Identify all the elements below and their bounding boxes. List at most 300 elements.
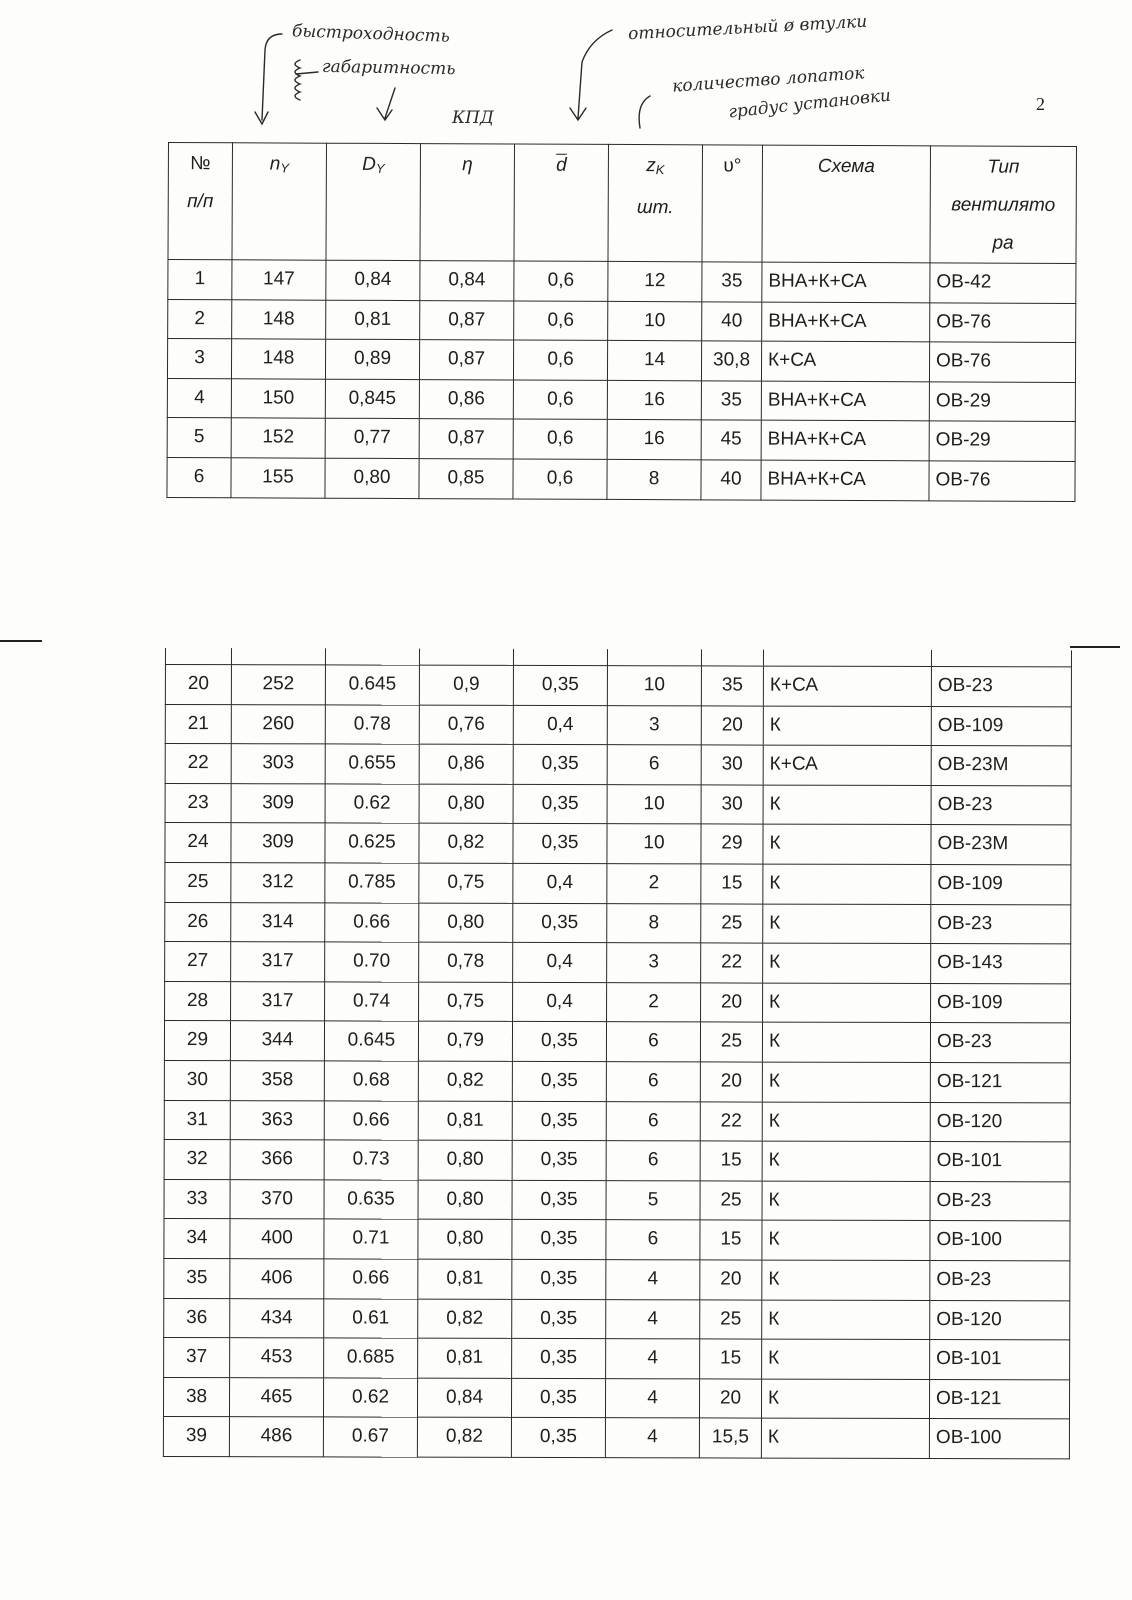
cell-index: 21	[165, 704, 231, 744]
cell-zk: 8	[607, 459, 701, 499]
cell-zk: 4	[605, 1378, 699, 1418]
cell-dy: 0.685	[324, 1338, 418, 1378]
header-d	[514, 144, 609, 261]
table-cell-cut	[513, 649, 607, 666]
table-cell-cut	[325, 648, 419, 665]
cell-zk: 6	[606, 1062, 700, 1102]
cell-type: ОВ-101	[930, 1340, 1070, 1380]
cell-zk: 10	[607, 784, 701, 824]
cell-dy: 0,84	[326, 260, 420, 300]
arrow-dy	[377, 88, 395, 120]
cell-d: 0,35	[511, 1378, 605, 1418]
header-scheme	[762, 145, 931, 263]
cell-index: 35	[164, 1258, 230, 1298]
table-cell-cut	[931, 650, 1071, 667]
cell-eta: 0,82	[418, 1299, 512, 1339]
cell-d: 0,35	[512, 1220, 606, 1260]
cell-type: ОВ-143	[931, 944, 1071, 984]
cell-angle: 20	[701, 705, 763, 745]
table-row	[164, 1298, 1070, 1340]
cell-d: 0,35	[513, 745, 607, 785]
annotation-blade-count: количество лопаток	[671, 63, 866, 97]
cell-index: 27	[165, 942, 231, 982]
table-row	[164, 1060, 1070, 1102]
cell-type: ОВ-23	[930, 1260, 1070, 1300]
cell-index: 24	[165, 823, 231, 863]
table-row	[165, 862, 1071, 904]
cell-ny: 314	[231, 902, 325, 942]
cell-d: 0,35	[512, 1101, 606, 1141]
cell-eta: 0,84	[420, 261, 514, 301]
cell-zk: 5	[606, 1180, 700, 1220]
cell-scheme: К	[762, 1181, 930, 1221]
cell-dy: 0,81	[326, 300, 420, 340]
cell-scheme: К	[761, 1418, 929, 1458]
cell-ny: 366	[230, 1140, 324, 1180]
cell-angle: 30	[701, 745, 763, 785]
cell-ny: 150	[231, 379, 325, 419]
cell-d: 0,6	[514, 301, 608, 341]
cell-eta: 0,9	[419, 665, 513, 705]
cell-scheme: ВНА+К+СА	[761, 420, 929, 460]
cell-angle: 15	[700, 1220, 762, 1260]
cell-dy: 0.635	[324, 1180, 418, 1220]
cell-dy: 0.785	[325, 863, 419, 903]
cell-index: 2	[168, 299, 232, 339]
cell-index: 33	[164, 1179, 230, 1219]
cell-zk: 4	[606, 1339, 700, 1379]
fan-table-top	[166, 142, 1077, 502]
table-cell-cut	[419, 649, 513, 666]
cell-index: 22	[165, 744, 231, 784]
cell-d: 0,6	[513, 340, 607, 380]
scan-edge-line	[0, 640, 42, 642]
cell-eta: 0,82	[418, 1061, 512, 1101]
cell-scheme: К	[762, 1141, 930, 1181]
cell-type: ОВ-23	[930, 1181, 1070, 1221]
cell-type: ОВ-109	[931, 864, 1071, 904]
cell-index: 32	[164, 1140, 230, 1180]
arrow-d	[570, 30, 612, 120]
cell-d: 0,6	[514, 261, 608, 301]
cell-type: ОВ-109	[931, 983, 1071, 1023]
cell-type: ОВ-120	[930, 1102, 1070, 1142]
cell-zk: 10	[608, 301, 702, 341]
cell-angle: 20	[700, 1260, 762, 1300]
cell-zk: 4	[606, 1260, 700, 1300]
cell-ny: 148	[231, 339, 325, 379]
cell-d: 0,35	[513, 784, 607, 824]
cell-index: 29	[164, 1021, 230, 1061]
cell-index: 20	[165, 665, 231, 705]
cell-angle: 20	[699, 1379, 761, 1419]
cell-scheme: К	[762, 1260, 930, 1300]
cell-d: 0,35	[511, 1418, 605, 1458]
cell-d: 0,4	[513, 943, 607, 983]
header-angle	[702, 145, 763, 262]
cell-eta: 0,86	[419, 379, 513, 419]
cell-eta: 0,80	[419, 784, 513, 824]
table-row	[165, 981, 1071, 1023]
cell-zk: 12	[608, 261, 702, 301]
cell-scheme: К	[761, 1379, 929, 1419]
cell-dy: 0.62	[323, 1378, 417, 1418]
cell-index: 28	[165, 981, 231, 1021]
cell-eta: 0,87	[419, 340, 513, 380]
header-type-line2: вентилято	[951, 194, 1056, 216]
cell-eta: 0,75	[419, 863, 513, 903]
cell-ny: 312	[231, 863, 325, 903]
cell-angle: 29	[701, 824, 763, 864]
cell-angle: 25	[701, 903, 763, 943]
cell-angle: 35	[701, 381, 761, 421]
cell-eta: 0,86	[419, 744, 513, 784]
header-d-label: $\overline{d}$	[556, 154, 567, 176]
cell-type: ОВ-23М	[931, 825, 1071, 865]
cell-ny: 317	[231, 981, 325, 1021]
cell-zk: 4	[605, 1418, 699, 1458]
cell-ny: 309	[231, 823, 325, 863]
cell-d: 0,6	[513, 459, 607, 499]
cell-dy: 0.62	[325, 784, 419, 824]
cell-angle: 25	[700, 1299, 762, 1339]
cell-type: ОВ-100	[930, 1221, 1070, 1261]
cell-scheme: К	[763, 983, 931, 1023]
cell-d: 0,35	[512, 1061, 606, 1101]
cell-ny: 260	[231, 704, 325, 744]
header-index	[168, 143, 233, 260]
cell-scheme: К+СА	[763, 745, 931, 785]
cell-d: 0,35	[513, 824, 607, 864]
cell-angle: 20	[700, 1062, 762, 1102]
cell-type: ОВ-23	[930, 1023, 1070, 1063]
cell-d: 0,35	[512, 1339, 606, 1379]
cell-ny: 434	[230, 1298, 324, 1338]
cell-dy: 0,77	[325, 419, 419, 459]
table-row	[167, 378, 1075, 422]
cell-eta: 0,87	[419, 419, 513, 459]
cell-angle: 40	[701, 460, 761, 500]
header-type	[930, 146, 1077, 264]
cell-angle: 15	[701, 864, 763, 904]
table-row	[164, 1219, 1070, 1261]
cell-angle: 25	[700, 1022, 762, 1062]
cell-d: 0,4	[513, 982, 607, 1022]
annotation-hub-ratio: относительный ø втулки	[627, 11, 868, 45]
cell-angle: 40	[702, 301, 762, 341]
cell-eta: 0,80	[419, 903, 513, 943]
cell-dy: 0.66	[325, 902, 419, 942]
table-cell-cut	[763, 650, 931, 667]
cell-angle: 30	[701, 785, 763, 825]
cell-scheme: К	[763, 943, 931, 983]
header-index-label: п/п	[187, 191, 214, 213]
cell-eta: 0,82	[417, 1417, 511, 1457]
cell-angle: 45	[701, 420, 761, 460]
cell-dy: 0.66	[324, 1100, 418, 1140]
fan-table-bottom	[163, 648, 1072, 1459]
header-scheme-label: Схема	[817, 155, 875, 178]
cell-scheme: К	[763, 824, 931, 864]
cell-index: 39	[163, 1417, 229, 1457]
table-row	[164, 1258, 1070, 1300]
cell-dy: 0,89	[325, 339, 419, 379]
header-type-line1: Тип	[987, 156, 1020, 178]
table-row	[165, 704, 1071, 746]
header-zk	[608, 144, 703, 261]
cell-ny: 148	[232, 299, 326, 339]
cell-dy: 0.71	[324, 1219, 418, 1259]
cell-dy: 0.66	[324, 1259, 418, 1299]
table-row	[165, 902, 1071, 944]
table-row	[165, 823, 1071, 865]
cell-scheme: ВНА+К+СА	[762, 302, 930, 342]
cell-type: ОВ-101	[930, 1142, 1070, 1182]
cell-scheme: К	[763, 785, 931, 825]
cell-eta: 0,80	[418, 1219, 512, 1259]
cell-scheme: ВНА+К+СА	[761, 381, 929, 421]
cell-angle: 22	[701, 943, 763, 983]
cell-dy: 0.74	[325, 982, 419, 1022]
table-row	[164, 1140, 1070, 1182]
cell-scheme: К	[762, 1300, 930, 1340]
cell-type: ОВ-23	[931, 667, 1071, 707]
annotation-blade-angle: градус установки	[727, 85, 892, 123]
table-row	[163, 1417, 1069, 1459]
cell-zk: 14	[607, 341, 701, 381]
cell-dy: 0.70	[325, 942, 419, 982]
header-angle-label: υ°	[723, 155, 742, 177]
cell-d: 0,35	[512, 1022, 606, 1062]
cell-ny: 252	[231, 665, 325, 705]
cell-type: ОВ-100	[929, 1419, 1069, 1459]
cell-eta: 0,84	[417, 1378, 511, 1418]
cell-type: ОВ-120	[930, 1300, 1070, 1340]
cell-ny: 317	[231, 942, 325, 982]
cell-zk: 4	[606, 1299, 700, 1339]
cell-scheme: К	[762, 1102, 930, 1142]
cell-d: 0,35	[512, 1141, 606, 1181]
table-row	[165, 744, 1071, 786]
cell-ny: 486	[229, 1417, 323, 1457]
cell-scheme: К+СА	[763, 666, 931, 706]
cell-ny: 358	[230, 1061, 324, 1101]
table-row	[164, 1179, 1070, 1221]
cell-zk: 6	[607, 745, 701, 785]
cell-zk: 6	[606, 1101, 700, 1141]
cell-d: 0,4	[513, 705, 607, 745]
cell-dy: 0.645	[325, 665, 419, 705]
cell-angle: 15	[700, 1141, 762, 1181]
cell-dy: 0.78	[325, 705, 419, 745]
cell-eta: 0,80	[418, 1180, 512, 1220]
table-row	[167, 339, 1075, 383]
cell-type: ОВ-23М	[931, 746, 1071, 786]
cell-index: 34	[164, 1219, 230, 1259]
table-row	[163, 1377, 1069, 1419]
header-zk-sub: K	[655, 162, 665, 178]
header-eta-label: η	[462, 154, 473, 176]
cell-zk: 6	[606, 1220, 700, 1260]
cell-ny: 363	[230, 1100, 324, 1140]
cell-zk: 6	[606, 1022, 700, 1062]
arrow-ny	[296, 72, 318, 74]
header-ny-base: n	[269, 153, 281, 175]
cell-d: 0,35	[513, 665, 607, 705]
cell-type: ОВ-76	[929, 461, 1075, 501]
cell-ny: 453	[230, 1338, 324, 1378]
cell-index: 31	[164, 1100, 230, 1140]
cell-dy: 0.645	[324, 1021, 418, 1061]
cell-eta: 0,81	[418, 1259, 512, 1299]
cell-zk: 10	[607, 666, 701, 706]
table-row	[167, 457, 1075, 501]
cell-zk: 3	[607, 705, 701, 745]
cell-angle: 15	[700, 1339, 762, 1379]
cell-zk: 2	[607, 864, 701, 904]
cell-scheme: К	[763, 904, 931, 944]
cell-type: ОВ-23	[931, 785, 1071, 825]
header-ny-sub: Y	[280, 160, 290, 176]
cell-index: 3	[167, 339, 231, 379]
table-cell-cut	[701, 649, 763, 666]
table-row	[164, 1100, 1070, 1142]
cell-ny: 303	[231, 744, 325, 784]
cell-ny: 309	[231, 783, 325, 823]
cell-index: 37	[164, 1338, 230, 1378]
cell-ny: 465	[229, 1377, 323, 1417]
page-number: 2	[1036, 94, 1045, 114]
header-ny	[232, 143, 327, 260]
cell-scheme: К	[763, 706, 931, 746]
cell-dy: 0.61	[324, 1298, 418, 1338]
cell-eta: 0,85	[419, 459, 513, 499]
cell-type: ОВ-76	[930, 302, 1076, 342]
cell-eta: 0,82	[419, 824, 513, 864]
cell-dy: 0,845	[325, 379, 419, 419]
cell-ny: 370	[230, 1179, 324, 1219]
cell-scheme: ВНА+К+СА	[761, 460, 929, 500]
cell-ny: 406	[230, 1259, 324, 1299]
cell-dy: 0.67	[323, 1417, 417, 1457]
table-row	[164, 1338, 1070, 1380]
cell-scheme: ВНА+К+СА	[762, 262, 930, 302]
table-row	[165, 942, 1071, 984]
table-row	[165, 665, 1071, 707]
cell-eta: 0,78	[419, 942, 513, 982]
arrow-zk	[639, 96, 650, 128]
cell-index: 38	[163, 1377, 229, 1417]
cell-scheme: К	[763, 864, 931, 904]
header-zk-base: z	[646, 155, 656, 177]
table-cell-cut	[607, 649, 701, 666]
cell-eta: 0,76	[419, 705, 513, 745]
cell-index: 23	[165, 783, 231, 823]
cell-type: ОВ-121	[929, 1379, 1069, 1419]
cell-dy: 0.625	[325, 823, 419, 863]
cell-d: 0,35	[513, 903, 607, 943]
cell-index: 1	[168, 260, 232, 300]
cell-dy: 0.73	[324, 1140, 418, 1180]
cell-scheme: К	[762, 1339, 930, 1379]
cell-ny: 147	[232, 260, 326, 300]
cell-type: ОВ-29	[929, 382, 1075, 422]
cell-zk: 2	[607, 982, 701, 1022]
cell-type: ОВ-109	[931, 706, 1071, 746]
header-index-symbol: №	[190, 153, 211, 175]
cell-angle: 22	[700, 1101, 762, 1141]
squiggle	[295, 60, 300, 100]
annotation-fan-speed: быстроходность	[291, 21, 451, 47]
header-dy	[326, 143, 421, 260]
cell-ny: 155	[231, 458, 325, 498]
table-row	[168, 299, 1076, 343]
arrow-left	[255, 34, 282, 124]
cell-scheme: К	[762, 1220, 930, 1260]
cell-scheme: К+СА	[761, 341, 929, 381]
header-dy-base: D	[362, 153, 376, 175]
cell-eta: 0,75	[419, 982, 513, 1022]
cell-eta: 0,87	[420, 300, 514, 340]
cell-index: 4	[167, 378, 231, 418]
cell-index: 25	[165, 862, 231, 902]
table-cell-cut	[231, 648, 325, 665]
table-row	[168, 260, 1076, 304]
cell-index: 30	[164, 1060, 230, 1100]
cell-dy: 0,80	[325, 458, 419, 498]
cell-index: 36	[164, 1298, 230, 1338]
cell-angle: 15,5	[699, 1418, 761, 1458]
header-dy-sub: Y	[375, 160, 385, 176]
cell-zk: 10	[607, 824, 701, 864]
cell-d: 0,35	[512, 1299, 606, 1339]
cell-index: 5	[167, 418, 231, 458]
cell-eta: 0,81	[418, 1101, 512, 1141]
cell-ny: 400	[230, 1219, 324, 1259]
cell-dy: 0.68	[324, 1061, 418, 1101]
cell-zk: 6	[606, 1141, 700, 1181]
cell-angle: 25	[700, 1181, 762, 1221]
header-eta	[420, 144, 515, 261]
header-zk-unit: шт.	[636, 197, 674, 219]
cell-zk: 8	[607, 903, 701, 943]
annotation-fan-size: габаритность	[321, 56, 456, 80]
cell-angle: 35	[702, 262, 762, 302]
table-row	[167, 418, 1075, 462]
table-row	[164, 1021, 1070, 1063]
cell-type: ОВ-42	[930, 263, 1076, 303]
cell-d: 0,6	[513, 380, 607, 420]
cell-angle: 30,8	[701, 341, 761, 381]
cell-scheme: К	[762, 1022, 930, 1062]
cell-scheme: К	[762, 1062, 930, 1102]
cell-eta: 0,80	[418, 1140, 512, 1180]
table-header-row	[168, 143, 1077, 264]
annotation-efficiency: КПД	[452, 108, 494, 128]
cell-d: 0,35	[512, 1180, 606, 1220]
cell-angle: 35	[701, 666, 763, 706]
scan-edge-line	[1070, 646, 1120, 648]
cell-ny: 152	[231, 418, 325, 458]
cell-type: ОВ-23	[931, 904, 1071, 944]
cell-index: 6	[167, 457, 231, 497]
cell-zk: 16	[607, 380, 701, 420]
cell-d: 0,6	[513, 419, 607, 459]
cell-angle: 20	[701, 983, 763, 1023]
cell-ny: 344	[230, 1021, 324, 1061]
cell-dy: 0.655	[325, 744, 419, 784]
cell-zk: 16	[607, 420, 701, 460]
